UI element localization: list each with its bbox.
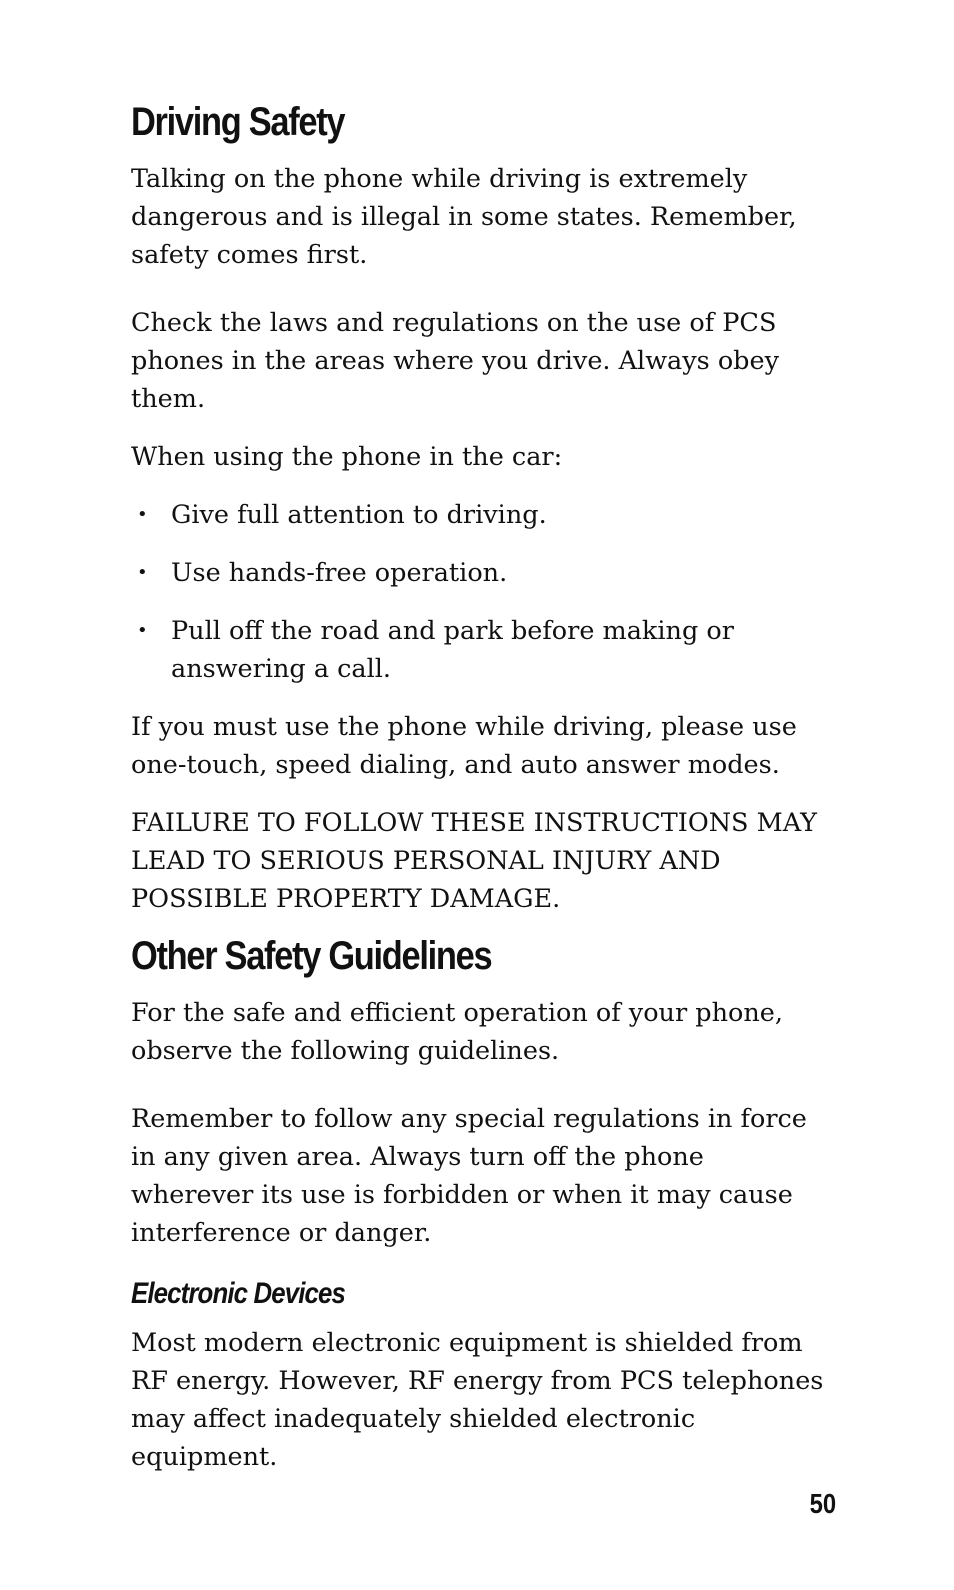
bullet-icon: •	[137, 620, 148, 641]
list-item	[131, 554, 781, 592]
paragraph-must-use: If you must use the phone while driving, please use one-touch, speed dialing, and auto answer modes.	[131, 712, 797, 780]
list-item-text: Use hands-free operation.	[171, 558, 508, 588]
paragraph-driving-intro: Talking on the phone while driving is extremely dangerous and is illegal in some states. Remember, safety comes first.	[131, 164, 797, 270]
warning-text: FAILURE TO FOLLOW THESE INSTRUCTIONS MAY LEAD TO SERIOUS PERSONAL INJURY AND POSSIBLE PROPERTY DAMAGE.	[131, 808, 817, 914]
paragraph-special-regulations: Remember to follow any special regulations in force in any given area. Always turn off the phone wherever its use is forbidden or when it may cause interference or danger.	[131, 1104, 807, 1248]
section-title-other-safety: Other Safety Guidelines	[131, 934, 492, 978]
driving-bullet-list	[131, 496, 831, 688]
list-item-text: Pull off the road and park before making or answering a call.	[171, 616, 734, 684]
list-item-text: Give full attention to driving.	[171, 500, 547, 530]
bullet-icon: •	[137, 562, 148, 583]
bullet-icon: •	[137, 504, 148, 525]
list-item	[131, 612, 781, 688]
paragraph-when-using: When using the phone in the car:	[131, 442, 563, 472]
subsection-title-electronic-devices: Electronic Devices	[131, 1277, 345, 1310]
paragraph-safe-operation: For the safe and efficient operation of your phone, observe the following guidelines.	[131, 998, 783, 1066]
section-title-driving-safety: Driving Safety	[131, 100, 345, 144]
page-number: 50	[809, 1488, 836, 1519]
paragraph-check-laws: Check the laws and regulations on the use of PCS phones in the areas where you drive. Always obey them.	[131, 308, 779, 414]
document-page	[131, 92, 831, 1476]
paragraph-electronic-equipment: Most modern electronic equipment is shielded from RF energy. However, RF energy from PCS telephones may affect inadequately shielded electronic equipment.	[131, 1328, 824, 1472]
list-item	[131, 496, 781, 534]
